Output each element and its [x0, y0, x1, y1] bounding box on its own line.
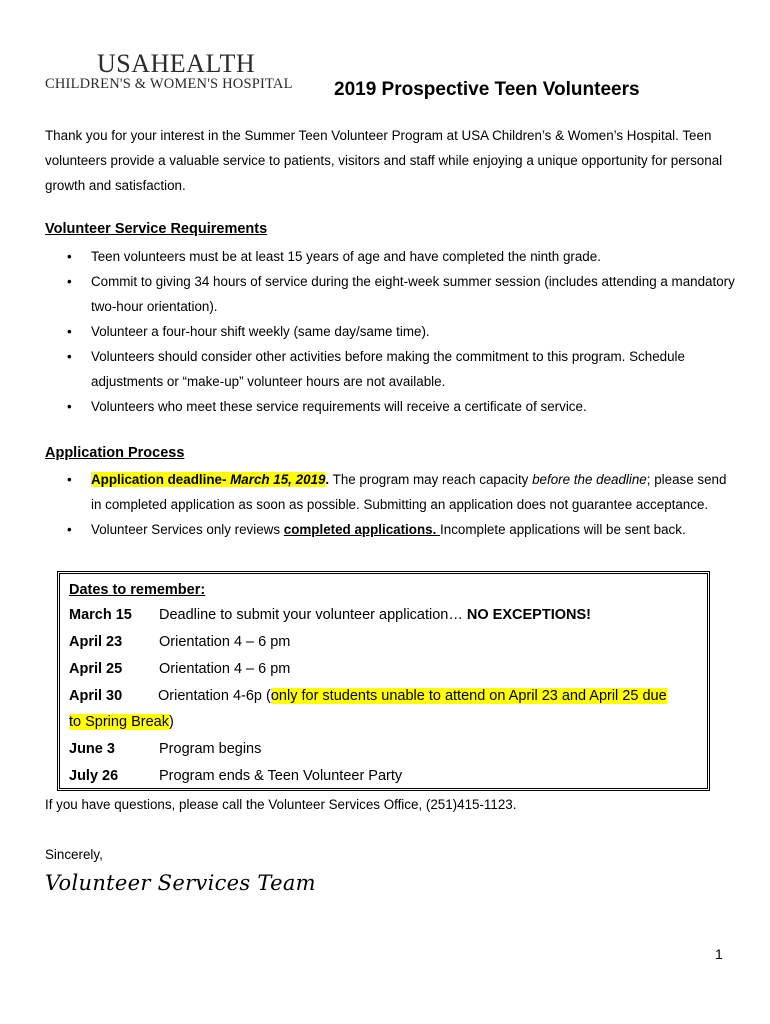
list-item: • Teen volunteers must be at least 15 years of age and have completed the ninth grade. [45, 244, 735, 269]
date-row: March 15 Deadline to submit your volunteer application… NO EXCEPTIONS! [69, 602, 699, 628]
dates-heading: Dates to remember: [69, 582, 206, 598]
application-list [45, 467, 735, 542]
date-row: April 30 Orientation 4-6p (only for students unable to attend on April 23 and April 25 due to Spring Break) [69, 683, 699, 735]
date-label: July 26 [69, 768, 119, 784]
deadline-date: March 15, 2019 [230, 472, 326, 487]
completed-applications-emphasis: completed applications. [283, 522, 441, 537]
page-number: 1 [715, 946, 723, 962]
date-row: April 23 Orientation 4 – 6 pm [69, 629, 699, 655]
list-item: • Application deadline- March 15, 2019. The program may reach capacity before the deadline; please send in completed application as soon as possible. Submitting an application does not guarantee acceptance. [45, 467, 735, 517]
list-item: • Commit to giving 34 hours of service during the eight-week summer session (includes attending a mandatory two-hour orientation). [45, 269, 735, 319]
deadline-note: before the deadline [532, 472, 647, 487]
requirements-list [45, 244, 735, 419]
date-label: April 30 [69, 688, 123, 704]
list-item: • Volunteers who meet these service requirements will receive a certificate of service. [45, 394, 735, 419]
date-label: April 23 [69, 634, 123, 650]
spring-break-note: only for students unable to attend on April 23 and April 25 due [270, 688, 667, 704]
logo-subtitle: CHILDREN'S & WOMEN'S HOSPITAL [45, 76, 293, 92]
list-item: • Volunteer Services only reviews completed applications. Incomplete applications will be sent back. [45, 517, 735, 542]
contact-line: If you have questions, please call the Volunteer Services Office, (251)415-1123. [45, 797, 517, 812]
date-label: March 15 [69, 607, 132, 623]
date-label: June 3 [69, 741, 115, 757]
list-item: • Volunteer a four-hour shift weekly (same day/same time). [45, 319, 735, 344]
date-row: April 25 Orientation 4 – 6 pm [69, 656, 699, 682]
date-label: April 25 [69, 661, 123, 677]
date-row: July 26 Program ends & Teen Volunteer Party [69, 763, 699, 789]
date-row: June 3 Program begins [69, 736, 699, 762]
requirements-heading: Volunteer Service Requirements [45, 221, 268, 237]
deadline-highlight: Application deadline- March 15, 2019 [91, 472, 326, 487]
intro-paragraph: Thank you for your interest in the Summer Teen Volunteer Program at USA Children’s & Women’s Hospital. Teen volunteers provide a valuable service to patients, visitors and staff while enjoying a unique opportunity for personal growth and satisfaction. [45, 128, 723, 193]
no-exceptions: NO EXCEPTIONS! [466, 607, 591, 623]
signature: Volunteer Services Team [45, 871, 316, 895]
list-item: • Volunteers should consider other activities before making the commitment to this program. Schedule adjustments or “make-up” volunteer hours are not available. [45, 344, 735, 394]
hospital-logo [45, 49, 293, 92]
application-heading: Application Process [45, 445, 185, 461]
logo-wordmark: USAHEALTH [97, 49, 256, 78]
page-title: 2019 Prospective Teen Volunteers [334, 79, 640, 100]
closing: Sincerely, [45, 847, 103, 862]
